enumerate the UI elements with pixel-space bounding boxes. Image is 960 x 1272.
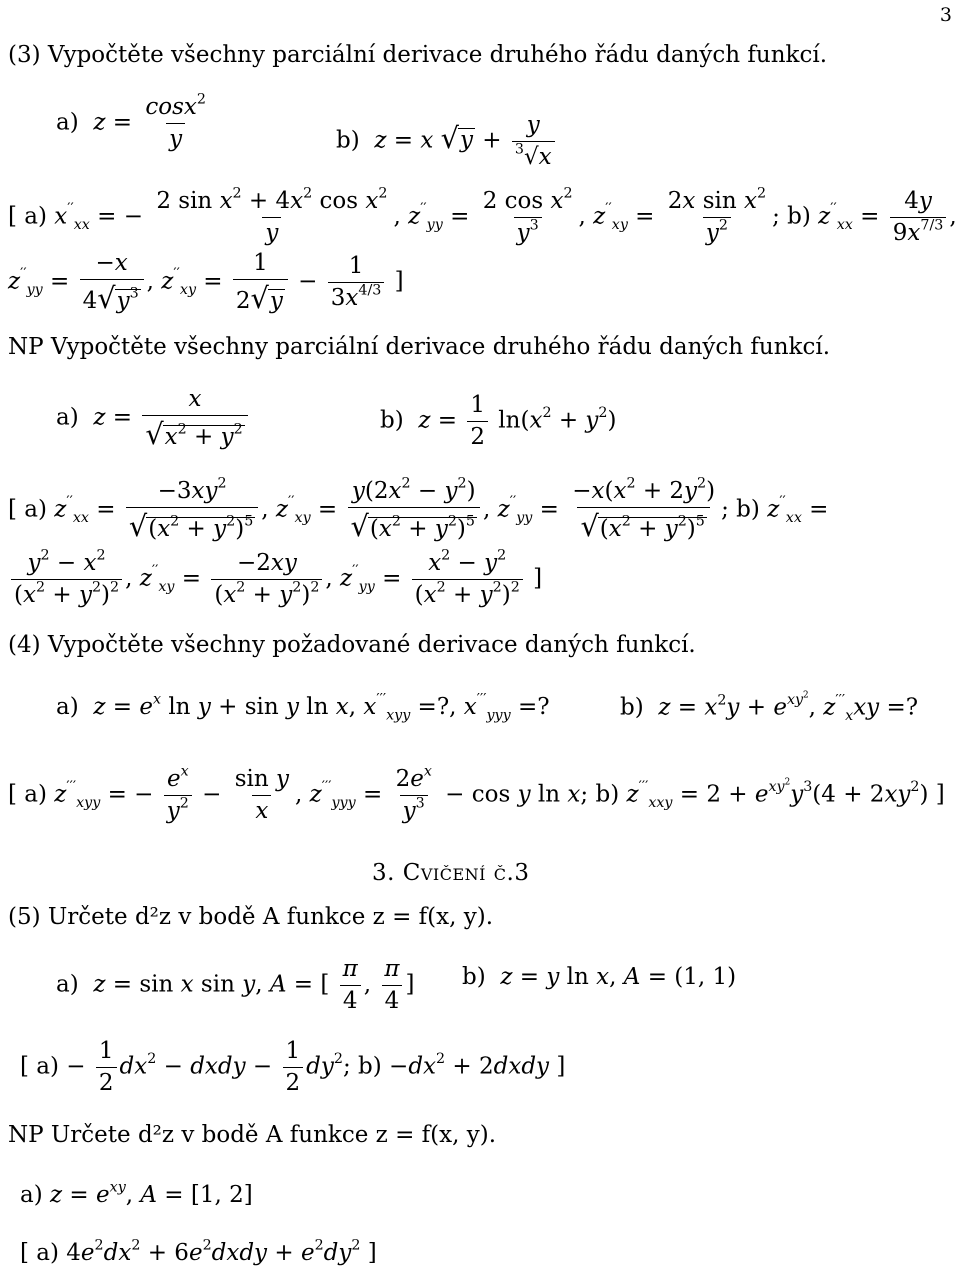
problem-4-answer: [ a) $z'''_{xyy}$ = − $\frac{e^x}{y^2}$ − $\frac{\text{sin y}}{x}$ , $z'''_{yyy}$ = $\frac{2e^x}{y^3}$ − cos y ln x; b) $z'''_{xxy} = 2 + e^{xy^2}y^3(4 + 2xy^2)$ ] (8, 763, 945, 824)
problem-5-label: (5) (8, 904, 41, 930)
problem-3a-function: a) z = $\frac{\cos x^2}{y}$ (56, 91, 206, 152)
problem-np2-label: NP (8, 1122, 44, 1148)
problem-3-text: Vypočtěte všechny parciální derivace druhého řádu daných funkcí. (47, 42, 828, 68)
problem-3-instruction (8, 44, 827, 67)
problem-3b-function: b) z = x √ y + $\frac{y}{^3√x}$ (336, 114, 558, 169)
problem-np1-text: Vypočtěte všechny parciální derivace druhého řádu daných funkcí. (50, 334, 831, 360)
problem-5-instruction (8, 906, 493, 929)
problem-np1a-function: a) z = x √ $x^2 + y^2$ (56, 388, 251, 449)
page-number: 3 (939, 4, 952, 26)
problem-5-answer: [ a) − $\frac{1}{2}$ $dx^2$ − dxdy − $\frac{1}{2}$ $dy^2$; $b) -dx^2$ + 2dxdy ] (20, 1038, 566, 1096)
section-heading: 3. Cvičení č.3 (372, 860, 530, 886)
part-b-label: b) (336, 127, 360, 154)
problem-4b-function: b) $z = x^2y + e^{xy^2}$, $z'''_xxy$ =? (620, 691, 919, 725)
problem-3-answer-line-2: $z''_{yy}$ = −x 4 √ $y^3$ , $z''_{xy}$ = 1 2 √ y − $\frac{1}{3x^{4/3}}$ ] (8, 250, 404, 315)
problem-np2-answer: [ a) $4e^2dx^2$ + $6e^2dxdy + e^2dy^2$ ] (20, 1237, 377, 1266)
problem-4-label: (4) (8, 632, 41, 658)
problem-np1-answer-line-1: [ a) $z''_{xx}$ = $-3xy^2$ √ $(x^2 + y^2)^5$ , $z''_{xy}$ = $y(2x^2 - y^2)$ √ $(x^2 + y^2)^5$ , $z''_{yy}$ = $-x(x^2 + 2y^2)$ √ $(x^2 + y^2)^5$ ; b) $z''_{xx}$ = (8, 475, 829, 543)
problem-np2-text: Určete d²z v bodě A funkce z = f(x, y). (50, 1122, 497, 1148)
problem-3-label: (3) (8, 42, 41, 68)
problem-3-answer-line-1: [ a) $x''_{xx}$ = − $\frac{2 \sin x^2 + 4x^2 \cos x^2}{y}$ , $z''_{yy}$ = $\frac{2 \cos x^2}{y^3}$ , $z''_{xy}$ = $\frac{2x \sin x^2}{y^2}$ ; b) $z''_{xx}$ = $\frac{4y}{9x^{7/3}}$ , (8, 185, 957, 246)
part-a-label: a) (56, 109, 79, 136)
problem-np1b-function: b) z = $\frac{1}{2}$ $\ln(x^2 + y^2)$ (380, 392, 617, 450)
problem-np1-answer-line-2: $\frac{y^2 - x^2}{(x^2 + y^2)^2}$ , $z''_{xy}$ = $\frac{-2xy}{(x^2 + y^2)^2}$ , $z''_{yy}$ = $\frac{x^2 - y^2}{(x^2 + y^2)^2}$ ] (8, 552, 542, 607)
problem-5-text: Určete d²z v bodě A funkce z = f(x, y). (47, 904, 494, 930)
problem-np2-instruction (8, 1124, 496, 1147)
problem-np1-instruction (8, 336, 830, 359)
problem-np2a-function: a) $z = e^{xy}$, A = [1, 2] (20, 1179, 253, 1208)
problem-4-instruction (8, 634, 696, 657)
problem-4a-function: a) $z = e^x$ ln y + sin y ln x, $x'''_{xyy}$ =?, $x'''_{yyy}$ =? (56, 691, 550, 724)
problem-4-text: Vypočtěte všechny požadované derivace daných funkcí. (47, 632, 696, 658)
problem-np1-label: NP (8, 334, 44, 360)
problem-5a-function: a) z = sin x sin y, A = [ $\frac{\pi}{4}$ , $\frac{\pi}{4}$ ] (56, 956, 415, 1014)
problem-5b-function: b) z = y ln x, A = (1, 1) (462, 964, 737, 990)
